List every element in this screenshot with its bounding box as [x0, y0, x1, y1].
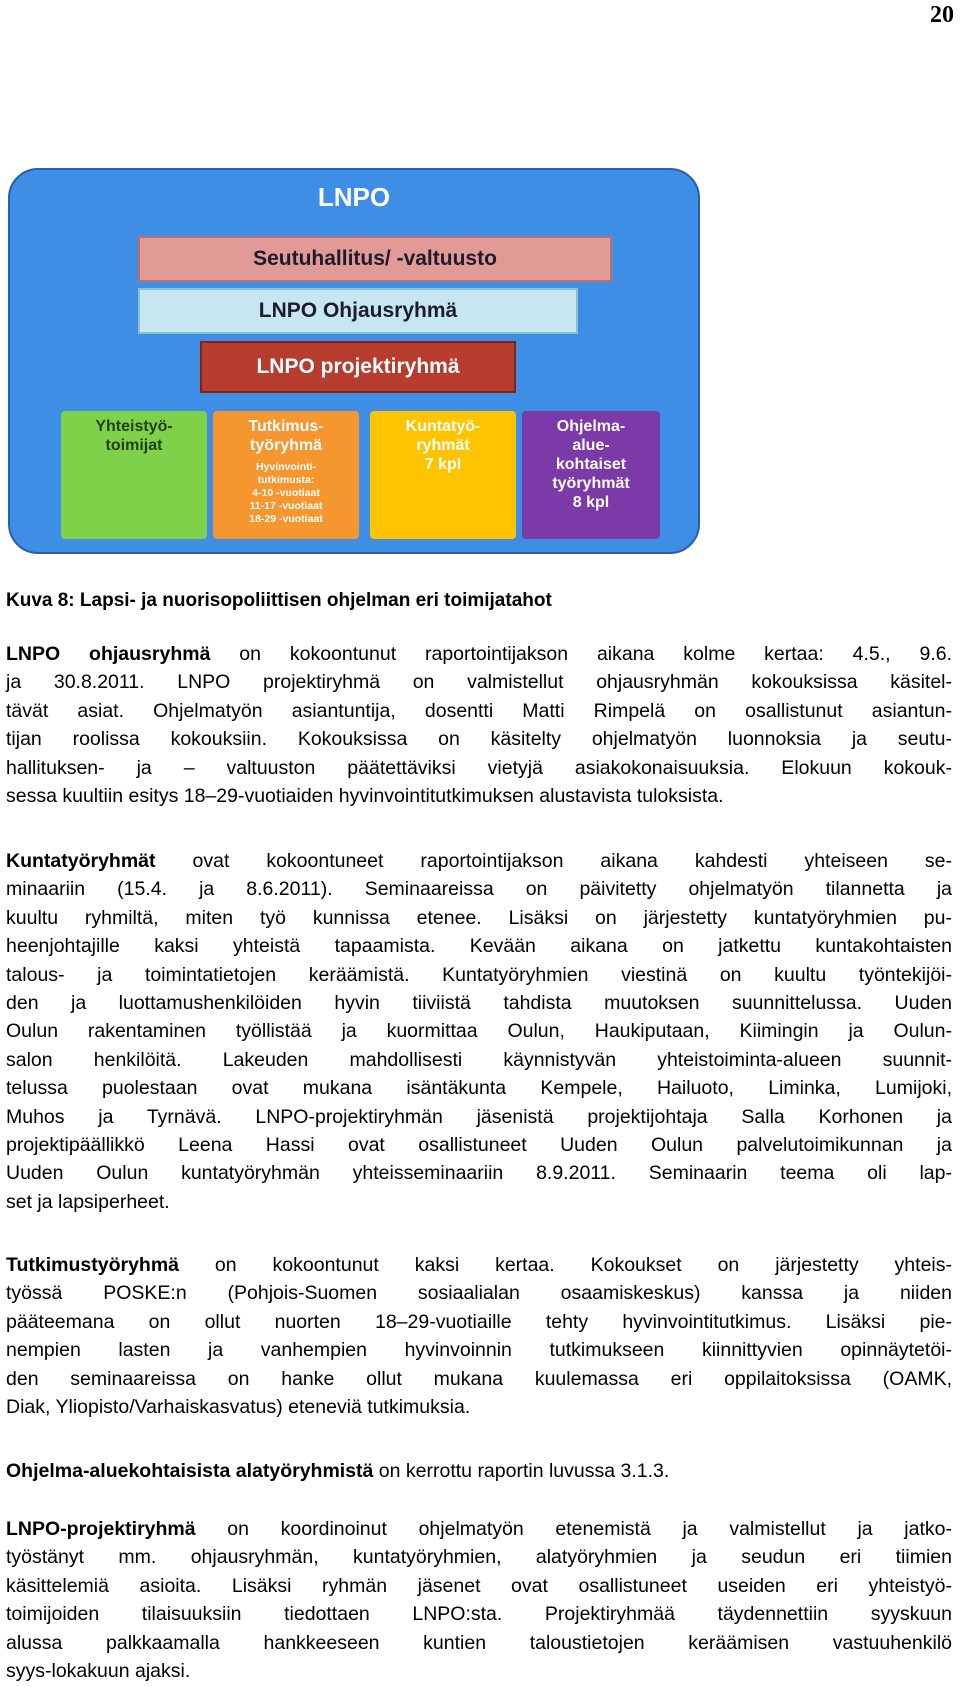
para-line: syys-lokakuun ajaksi. [6, 1660, 191, 1683]
research-sub-line: tutkimusta: [257, 474, 315, 486]
para-line: telussa puolestaan ovat mukana isäntäkunta Kempele, Hailuoto, Liminka, Lumijoki, [6, 1077, 952, 1100]
program-line: työryhmät [552, 475, 630, 492]
research-sub-line: Hyvinvointi- [255, 461, 317, 473]
diagram-title: LNPO [317, 182, 391, 212]
research-sub-line: 18-29 -vuotiaat [249, 513, 323, 525]
para-line: Muhos ja Tyrnävä. LNPO-projektiryhmän jäsenistä projektijohtaja Salla Korhonen ja [6, 1105, 952, 1128]
para-line: työstänyt mm. ohjausryhmän, kuntatyöryhmien, alatyöryhmien ja seudun eri tiimien [6, 1546, 952, 1569]
para-line-text: on koordinoinut ohjelmatyön etenemistä ja valmistellut ja jatko- [195, 1518, 952, 1540]
para-line: set ja lapsiperheet. [6, 1190, 170, 1213]
para-line: Oulun rakentaminen työllistää ja kuormittaa Oulun, Haukiputaan, Kiimingin ja Oulun- [6, 1020, 952, 1043]
cooperation-line: Yhteistyö- [95, 418, 173, 435]
para-line: sessa kuultiin esitys 18–29-vuotiaiden hyvinvointitutkimuksen alustavista tuloksista. [6, 785, 724, 808]
municipal-line: 7 kpl [424, 456, 462, 473]
para-line-text: ovat kokoontuneet raportointijakson aikana kahdesti yhteiseen se- [155, 850, 952, 872]
cooperation-line: toimijat [105, 437, 163, 454]
para-line: heenjohtajille kaksi yhteistä tapaamista. Kevään aikana on jatkettu kuntakohtaisten [6, 935, 952, 958]
para-line: tävät asiat. Ohjelmatyön asiantuntija, dosentti Matti Rimpelä on osallistunut asiantun- [6, 699, 952, 722]
paragraph-municipal-groups [6, 847, 952, 1216]
paragraph-program-groups [6, 1457, 952, 1485]
research-subtext [249, 461, 323, 526]
research-group-box [213, 411, 359, 539]
page-number: 20 [930, 2, 954, 28]
para-line-text: on kerrottu raportin luvussa 3.1.3. [373, 1460, 670, 1482]
para-line: nempien lasten ja vanhempien hyvinvoinnin tutkimukseen kiinnittyvien opinnäytetöi- [6, 1339, 952, 1362]
para-line: den seminaareissa on hanke ollut mukana kuulemassa eri oppilaitoksissa (OAMK, [6, 1367, 952, 1390]
municipal-line: ryhmät [416, 437, 470, 454]
cooperation-box [61, 411, 207, 539]
para-line: Uuden Oulun kuntatyöryhmän yhteisseminaariin 8.9.2011. Seminaarin teema oli lap- [6, 1162, 952, 1185]
para-line: salon henkilöitä. Lakeuden mahdollisesti käynnistyvän yhteistoiminta-alueen suunnit- [6, 1048, 952, 1071]
para-lead: LNPO-projektiryhmä [6, 1518, 196, 1540]
organization-diagram [8, 168, 700, 554]
para-line: työssä POSKE:n (Pohjois-Suomen sosiaalialan osaamiskeskus) kanssa ja niiden [6, 1282, 952, 1305]
program-line: kohtaiset [555, 456, 627, 473]
project-group-box: LNPO projektiryhmä [200, 341, 516, 393]
research-line: Tutkimus- [248, 418, 324, 435]
program-line: alue- [572, 437, 610, 454]
para-line [6, 640, 952, 668]
para-line [6, 1251, 952, 1279]
para-lead: Kuntatyöryhmät [6, 850, 156, 872]
figure-caption: Kuva 8: Lapsi- ja nuorisopoliittisen ohjelman eri toimijatahot [6, 590, 552, 611]
program-line: 8 kpl [572, 494, 610, 511]
para-lead: Ohjelma-aluekohtaisista alatyöryhmistä [6, 1460, 374, 1482]
paragraph-project-group [6, 1515, 952, 1685]
para-line: Diak, Yliopisto/Varhaiskasvatus) eteneviä tutkimuksia. [6, 1396, 471, 1419]
para-line: ja 30.8.2011. LNPO projektiryhmä on valmistellut ohjausryhmän kokouksissa käsitel- [6, 671, 952, 694]
para-lead: Tutkimustyöryhmä [6, 1254, 180, 1276]
para-line: hallituksen- ja – valtuuston päätettäviksi vietyjä asiakokonaisuuksia. Elokuun kokouk- [6, 756, 952, 779]
program-line: Ohjelma- [556, 418, 626, 435]
paragraph-research-group [6, 1251, 952, 1421]
para-line: pääteemana on ollut nuorten 18–29-vuotiaille tehty hyvinvointitutkimus. Lisäksi pie- [6, 1310, 952, 1333]
para-line: toimijoiden tilaisuuksiin tiedottaen LNPO:sta. Projektiryhmää täydennettiin syyskuun [6, 1603, 952, 1626]
research-sub-line: 11-17 -vuotiaat [249, 500, 323, 512]
municipal-line: Kuntatyö- [405, 418, 481, 435]
para-line: alussa palkkaamalla hankkeeseen kuntien taloustietojen keräämisen vastuuhenkilö [6, 1631, 952, 1654]
para-line: käsittelemiä asioita. Lisäksi ryhmän jäsenet ovat osallistuneet useiden eri yhteistyö- [6, 1574, 952, 1597]
para-line [6, 1457, 952, 1485]
council-box: Seutuhallitus/ -valtuusto [138, 236, 612, 282]
steering-group-box: LNPO Ohjausryhmä [138, 288, 578, 334]
para-line: den ja luottamushenkilöiden hyvin tiiviistä tahdista muutoksen suunnittelussa. Uuden [6, 992, 952, 1015]
para-line: tijan roolissa kokouksiin. Kokouksissa on käsitelty ohjelmatyön luonnoksia ja seutu- [6, 728, 952, 751]
municipal-groups-box [370, 411, 516, 539]
program-groups-box [522, 411, 660, 539]
para-line-text: on kokoontunut raportointijakson aikana kolme kertaa: 4.5., 9.6. [210, 643, 952, 665]
para-lead: LNPO ohjausryhmä [6, 643, 211, 665]
paragraph-steering-group [6, 640, 952, 810]
para-line [6, 847, 952, 875]
para-line: talous- ja toimintatietojen keräämistä. Kuntatyöryhmien viestinä on kuultu työntekijöi- [6, 963, 952, 986]
para-line-text: on kokoontunut kaksi kertaa. Kokoukset on järjestetty yhteis- [179, 1254, 952, 1276]
para-line: projektipäällikkö Leena Hassi ovat osallistuneet Uuden Oulun palvelutoimikunnan ja [6, 1134, 952, 1157]
research-sub-line: 4-10 -vuotiaat [252, 487, 320, 499]
para-line: kuultu ryhmiltä, miten työ kunnissa etenee. Lisäksi on järjestetty kuntatyöryhmien pu- [6, 906, 952, 929]
para-line: minaariin (15.4. ja 8.6.2011). Seminaareissa on päivitetty ohjelmatyön tilannetta ja [6, 878, 952, 901]
research-line: työryhmä [249, 437, 323, 454]
para-line [6, 1515, 952, 1543]
